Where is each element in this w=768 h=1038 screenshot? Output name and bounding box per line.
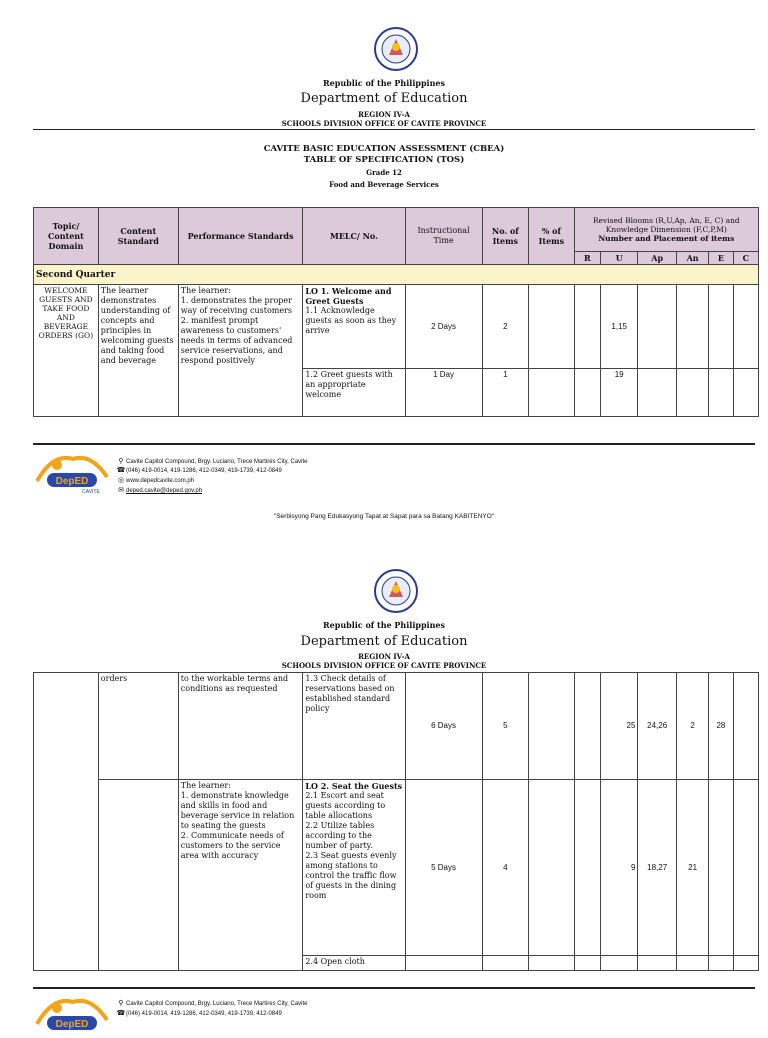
th-r: R [574,252,600,265]
th-e: E [709,252,733,265]
footer-divider [33,443,755,445]
website-link[interactable]: www.depedcavite.com.ph [126,478,195,484]
ap-cell-4: 18,27 [638,780,676,956]
r-cell-2 [574,369,600,417]
division-text: SCHOOLS DIVISION OFFICE OF CAVITE PROVINCE [281,119,487,128]
lo2-title: LO 2. Seat the Guests [305,781,403,791]
subject-text: Food and Beverage Services [329,180,439,189]
location-pin-icon-2: ⚲ [118,1000,124,1007]
th-blooms [574,208,758,252]
deped-cavite-logo-icon [33,451,111,495]
globe-icon: ◎ [117,477,125,484]
deped-seal-icon [374,27,418,71]
melc-2-4: 2.4 Open cloth [303,956,405,971]
c-cell-2 [733,369,758,417]
th-percent-items: % of Items [529,208,575,265]
content-standard-cell-2 [98,780,178,971]
doc-title-tos: TABLE OF SPECIFICATION (TOS) [303,155,465,165]
u-cell-5 [600,956,637,971]
ap-cell-1 [638,285,676,369]
th-u: U [600,252,637,265]
items-cell-5 [482,956,529,971]
footer-slogan: "Serbisyong Pang Edukasyong Tapat at Sapat para sa Batang KABITENYO" [273,513,495,520]
melc-1-3: 1.3 Check details of reservations based on established standard policy [303,673,405,780]
tos-table-page2 [33,672,759,971]
an-cell-3: 2 [676,673,708,780]
th-topic: Topic/ Content Domain [34,208,99,265]
percent-cell-3 [529,673,575,780]
republic-text: Republic of the Philippines [322,78,445,88]
time-cell-1: 2 Days [405,285,482,369]
header-divider [33,129,755,130]
e-cell-1 [709,285,733,369]
r-cell-5 [574,956,600,971]
melc-2-1: 2.1 Escort and seat guests according to table allocations 2.2 Utilize tables according to the number of party. 2.3 Seat guests evenly among stations to control the traffic flow of guests in the dining room [305,791,397,900]
melc-1-2: 1.2 Greet guests with an appropriate welcome [303,369,405,417]
time-cell-4: 5 Days [405,780,482,956]
address-text-2: Cavite Capitol Compound, Brgy. Luciano, Trece Martires City, Cavite [126,1001,308,1007]
content-standard-cell: The learner demonstrates understanding of concepts and principles in welcoming guests and taking food and beverage [98,285,178,417]
an-cell-2 [676,369,708,417]
deped-cavite-logo-icon-2 [33,994,111,1038]
performance-standard-cell: The learner: 1. demonstrates the proper way of receiving customers 2. manifest prompt awareness to customers' needs in terms of advanced service reservations, and respond positively [178,285,303,417]
items-cell-1: 2 [482,285,529,369]
time-cell-5 [405,956,482,971]
performance-standard-cell-2: The learner: 1. demonstrate knowledge and skills in food and beverage service in relation to seating the guests 2. Communicate needs of customers to the service area with accuracy [178,780,303,971]
footer-email [116,487,202,495]
mail-icon: ✉ [118,487,124,494]
logo-text: DepED [55,476,89,487]
c-cell-3 [733,673,758,780]
percent-cell-2 [529,369,575,417]
u-cell-3: 25 [600,673,637,780]
th-instructional-time: Instructional Time [405,208,482,265]
republic-text-2: Republic of the Philippines [322,620,445,630]
time-cell-3: 6 Days [405,673,482,780]
items-cell-2: 1 [482,369,529,417]
phone-text: (046) 419-0014, 419-1286, 412-0349, 419-1739, 412-0849 [126,468,282,474]
an-cell-5 [676,956,708,971]
time-cell-2: 1 Day [405,369,482,417]
r-cell-1 [574,285,600,369]
items-cell-3: 5 [482,673,529,780]
e-cell-4 [709,780,733,956]
c-cell-1 [733,285,758,369]
e-cell-5 [709,956,733,971]
division-text-2: SCHOOLS DIVISION OFFICE OF CAVITE PROVINCE [281,661,487,670]
content-standard-cont: orders [98,673,178,780]
footer-phone [116,467,282,475]
grade-text: Grade 12 [366,168,402,177]
lo1-title: LO 1. Welcome and Greet Guests [305,286,392,306]
footer-website [116,477,194,485]
logo-text-2: DepED [55,1019,89,1030]
phone-icon-2: ☎ [116,1010,126,1017]
location-pin-icon: ⚲ [118,458,124,465]
region-text-2: REGION IV-A [358,652,410,661]
th-placement-text: Number and Placement of items [598,234,735,243]
th-performance-standards: Performance Standards [178,208,303,265]
footer-phone-2 [116,1010,282,1018]
th-no-of-items: No. of Items [482,208,529,265]
ap-cell-3: 24,26 [638,673,676,780]
deped-seal-icon-2 [374,569,418,613]
phone-text-2: (046) 419-0014, 419-1286, 412-0349, 419-1739, 412-0849 [126,1011,282,1017]
th-ap: Ap [638,252,676,265]
footer-divider-2 [33,987,755,989]
footer-address-2 [116,1000,308,1008]
address-text: Cavite Capitol Compound, Brgy. Luciano, Trece Martires City, Cavite [126,459,308,465]
e-cell-3: 28 [709,673,733,780]
r-cell-4 [574,780,600,956]
th-c: C [733,252,758,265]
phone-icon: ☎ [116,467,126,474]
c-cell-4 [733,780,758,956]
percent-cell-4 [529,780,575,956]
th-content-standard: Content Standard [98,208,178,265]
email-link[interactable]: deped.cavite@deped.gov.ph [126,488,203,494]
topic-cell-2 [34,673,99,971]
ap-cell-2 [638,369,676,417]
melc-cell-4 [303,780,405,956]
performance-cont: to the workable terms and conditions as requested [178,673,303,780]
e-cell-2 [709,369,733,417]
an-cell-4: 21 [676,780,708,956]
ap-cell-5 [638,956,676,971]
u-cell-2: 19 [600,369,637,417]
items-cell-4: 4 [482,780,529,956]
footer-address [116,458,308,466]
quarter-label: Second Quarter [34,265,759,285]
logo-sub: CAVITE [82,489,100,495]
percent-cell-1 [529,285,575,369]
doc-title-cbea: CAVITE BASIC EDUCATION ASSESSMENT (CBEA) [263,144,505,154]
department-title-2: Department of Education [300,634,468,649]
department-title: Department of Education [300,91,468,106]
r-cell-3 [574,673,600,780]
th-blooms-text: Revised Blooms (R,U,Ap, An, E, C) and Knowledge Dimension (F,C,P,M) [592,216,740,234]
c-cell-5 [733,956,758,971]
u-cell-4: 9 [600,780,637,956]
percent-cell-5 [529,956,575,971]
an-cell-1 [676,285,708,369]
melc-cell-1 [303,285,405,369]
melc-1-1: 1.1 Acknowledge guests as soon as they arrive [305,306,397,335]
th-melc: MELC/ No. [303,208,405,265]
tos-table-page1 [33,207,759,417]
th-an: An [676,252,708,265]
region-text: REGION IV-A [358,110,410,119]
topic-cell: WELCOME GUESTS AND TAKE FOOD AND BEVERAGE ORDERS (GO) [34,285,99,417]
u-cell-1: 1,15 [600,285,637,369]
